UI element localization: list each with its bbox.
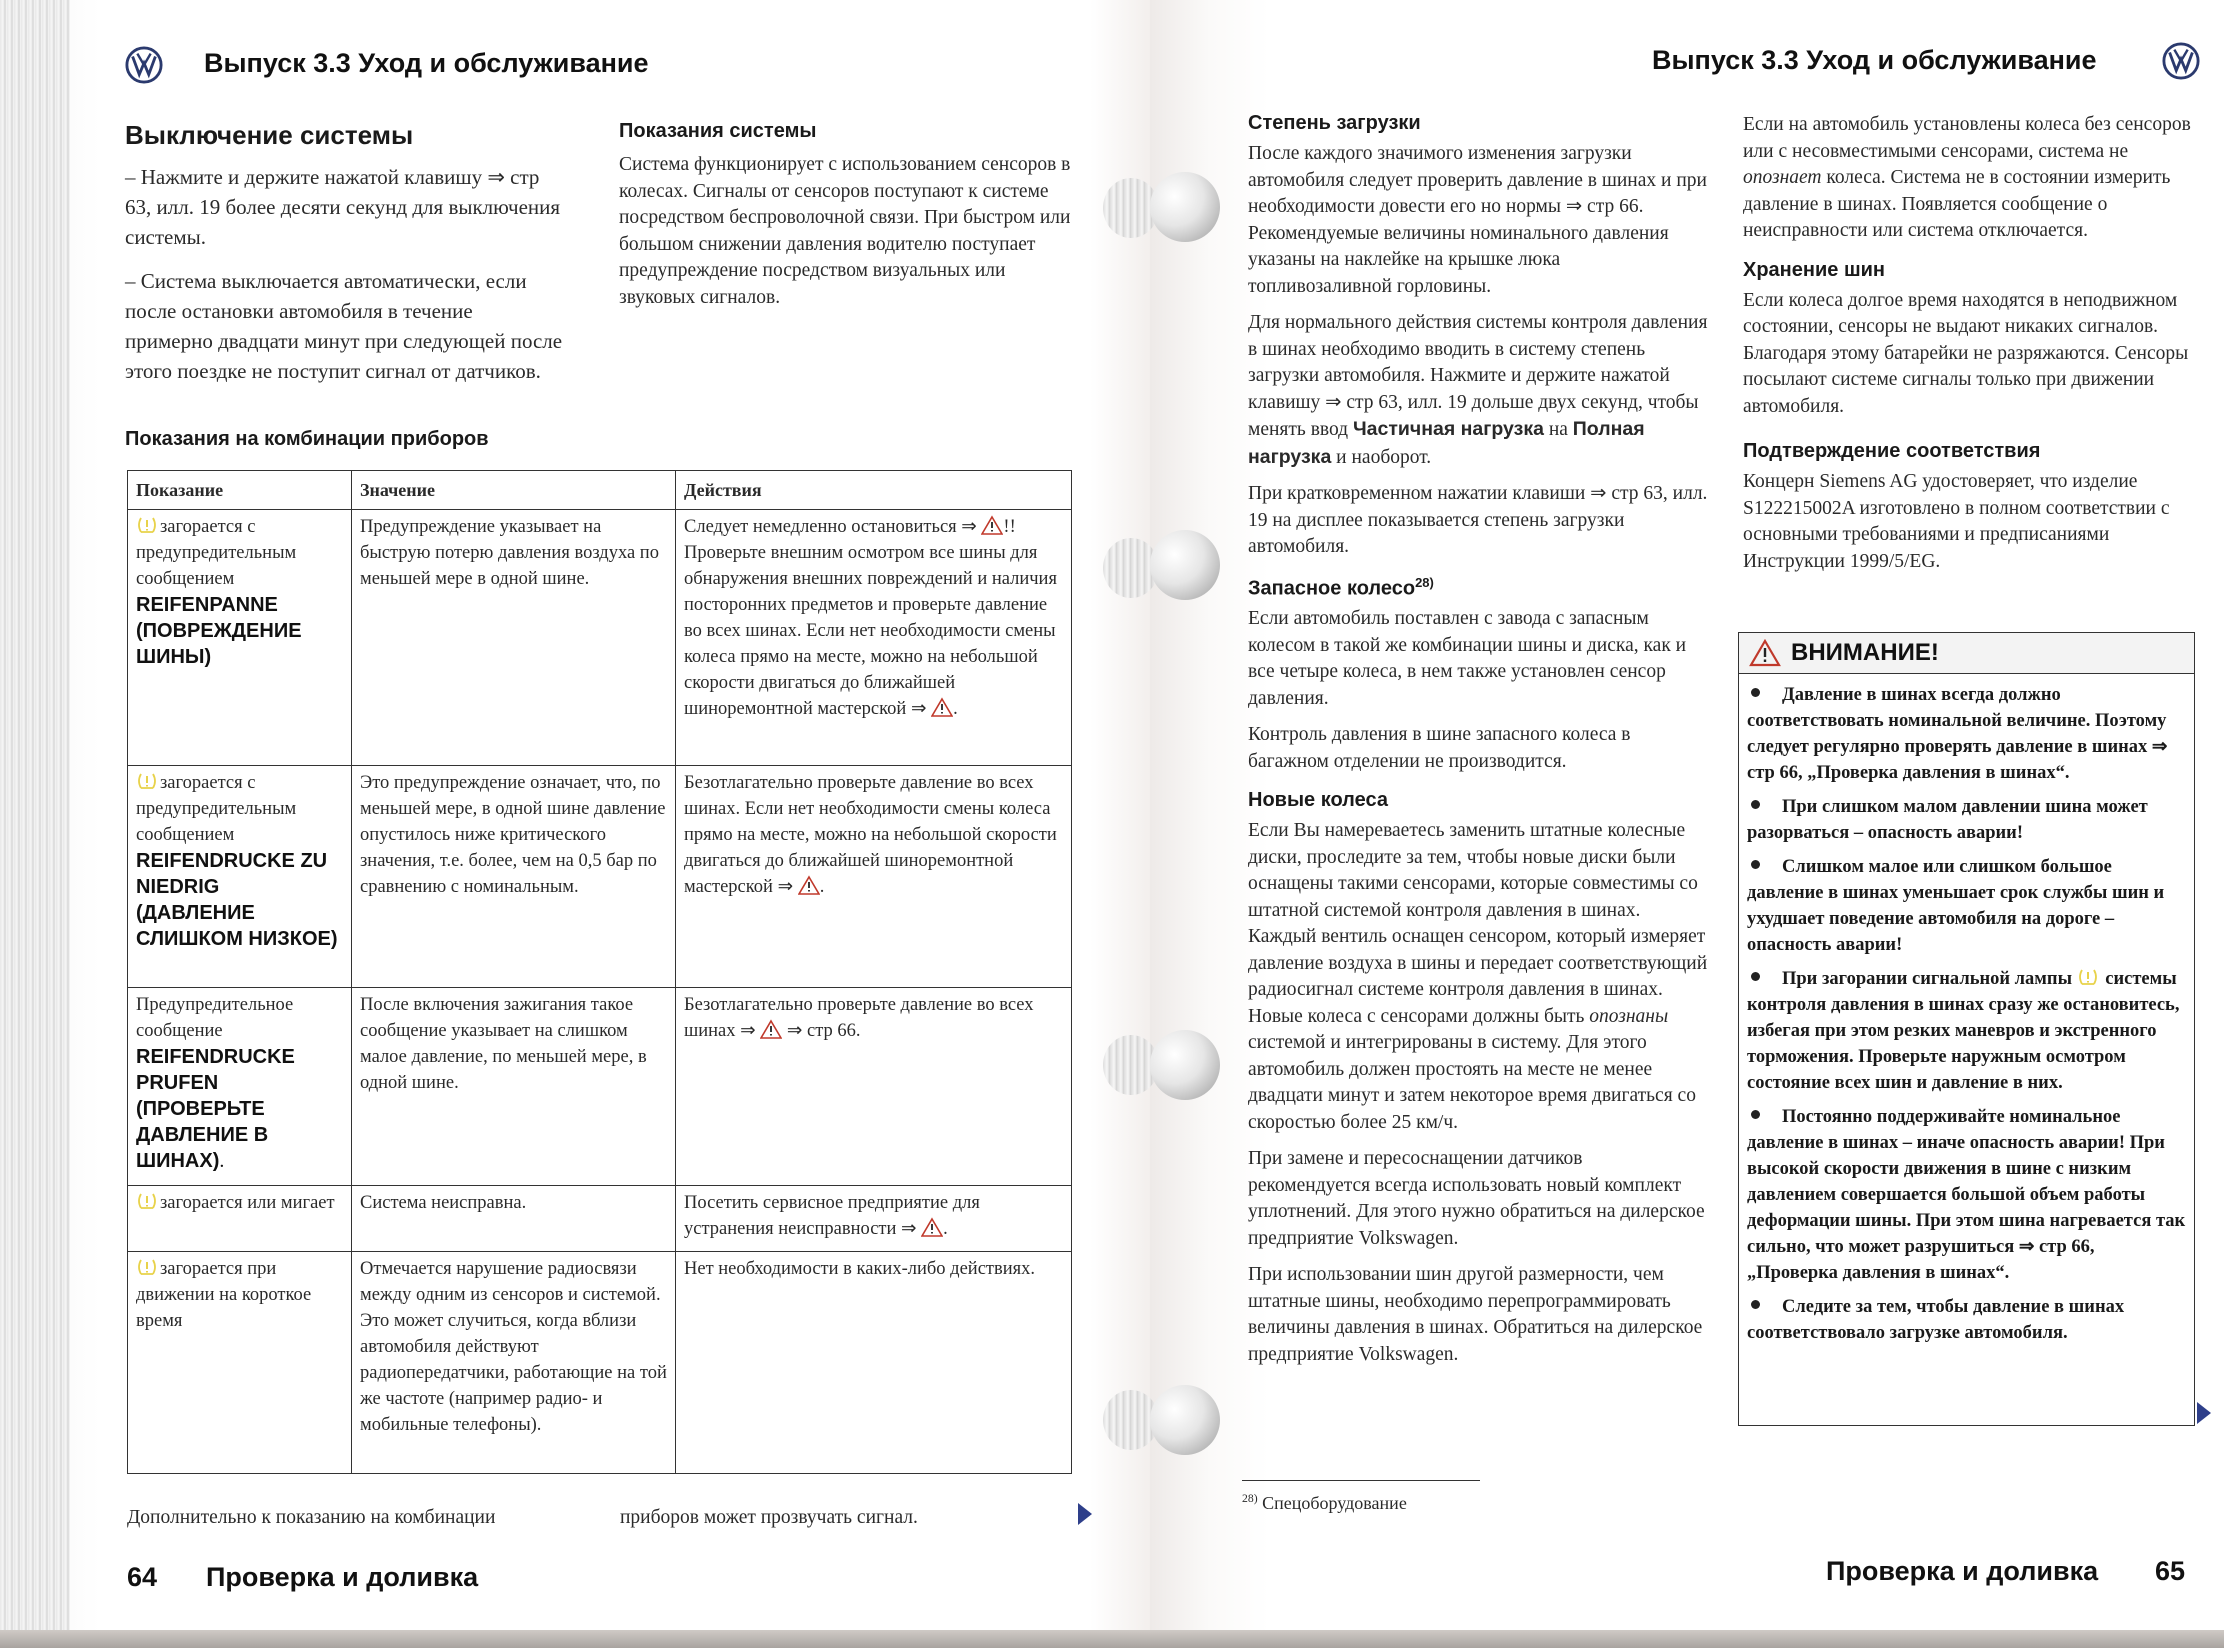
warning-item: Следите за тем, чтобы давление в шинах соответствовало загрузке автомобиля.	[1747, 1297, 2125, 1343]
action-cell: Следует немедленно остановиться ⇒ !! Проверьте внешним осмотром все шины для обнаружения внешних повреждений и наличия посторонних предметов и проверьте давление во всех шинах. Если нет необходимости смены колеса прямо на месте, можно на небольшой скорости двигаться до ближайшей шиноремонтной мастерской ⇒ .	[676, 510, 1072, 766]
warning-item: При загорании сигнальной лампы системы контроля давления в шинах сразу же остановитесь, избегая при этом резких маневров и экстренного торможения. Проверьте наружным осмотром состояние всех шин и давление в них.	[1747, 969, 2180, 1093]
warning-item: При слишком малом давлении шина может разорваться – опасность аварии!	[1747, 797, 2148, 843]
meaning-cell: Это предупреждение означает, что, по меньшей мере, в одной шине давление опустилось ниже критического значения, т.е. более, чем на 0,5 бар по сравнению с номинальным.	[352, 766, 676, 988]
conformity-text: Концерн Siemens AG удостоверяет, что изделие S122215002A изготовлено в полном соответствии с основными требованиями и предписаниями Инструкции 1999/5/EG.	[1743, 471, 2170, 572]
meaning-cell: Система неисправна.	[352, 1186, 676, 1252]
binder-ring	[1150, 1385, 1220, 1455]
column-header: Действия	[676, 471, 1072, 510]
right-page-header: Выпуск 3.3 Уход и обслуживание	[1652, 45, 2097, 75]
tire-pressure-warning-icon	[136, 515, 158, 535]
middle-column	[1248, 112, 1708, 1378]
continue-arrow-icon[interactable]	[2197, 1402, 2211, 1424]
bullet-icon	[1751, 972, 1760, 981]
spare-paragraph: Контроль давления в шине запасного колеса в багажном отделении не производится.	[1248, 724, 1631, 772]
indicator-cell: загорается или мигает	[128, 1186, 352, 1252]
left-page-header: Выпуск 3.3 Уход и обслуживание	[204, 48, 649, 78]
action-cell: Посетить сервисное предприятие для устранения неисправности ⇒ .	[676, 1186, 1072, 1252]
continue-arrow-icon[interactable]	[1078, 1503, 1092, 1525]
display-message: REIFENDRUCKE PRUFEN (ПРОВЕРЬТЕ ДАВЛЕНИЕ В ШИНАХ).	[136, 1046, 295, 1172]
footer-title-left: Проверка и доливка	[206, 1562, 479, 1592]
spare-wheel-title: Запасное колесо$^{28)}$	[1248, 574, 1434, 600]
new-wheels-paragraph: Если Вы намереваетесь заменить штатные колесные диски, проследите за тем, чтобы новые диски были оснащены такими сенсорами, которые совместимы со штатной системой контроля давления в шинах. Каждый вентиль оснащен сенсором, который измеряет давление воздуха в шины и передает соответствующий радиосигнал системе контроля давления в шинах. Новые колеса с сенсорами должны быть опознаны системой и интегрированы в систему. Для этого автомобиль должен простоять на месте не менее двадцати минут и затем некоторое время двигаться со скоростью более 25 км/ч.	[1248, 820, 1708, 1133]
page-number-right: 65	[2155, 1556, 2186, 1586]
vw-logo-icon	[125, 46, 163, 84]
right-column	[1743, 112, 2198, 575]
tire-pressure-warning-icon	[136, 1257, 158, 1277]
warning-title: ВНИМАНИЕ!	[1791, 639, 1939, 666]
warning-triangle-icon	[1749, 639, 1781, 667]
indicator-cell: загорается при движении на короткое время	[128, 1252, 352, 1474]
new-wheels-paragraph: При использовании шин другой размерности, чем штатные шины, необходимо перепрограммировать величины давления в шинах. Обратиться на дилерское предприятие Volkswagen.	[1248, 1264, 1703, 1365]
no-sensor-paragraph: Если на автомобиль установлены колеса без сенсоров или с несовместимыми сенсорами, система не опознает колеса. Система не в состоянии измерить давление в шинах. Появляется сообщение о неисправности или система отключается.	[1743, 114, 2191, 241]
warning-box	[1738, 632, 2195, 1426]
load-paragraph: После каждого значимого изменения загрузки автомобиля следует проверить давление в шинах и при необходимости довести его но нормы ⇒ стр 66. Рекомендуемые величины номинального давления указаны на наклейке на крышке люка топливозаливной горловины.	[1248, 143, 1707, 297]
warning-triangle-icon[interactable]	[921, 1217, 943, 1237]
bullet-icon	[1751, 1110, 1760, 1119]
after-table-text-left: Дополнительно к показанию на комбинации	[127, 1507, 496, 1528]
indications-table	[127, 470, 1072, 1474]
system-off-step: – Нажмите и держите нажатой клавишу ⇒ стр 63, илл. 19 более десяти секунд для выключения системы.	[125, 165, 561, 249]
footnote-ref[interactable]: 28)	[1415, 574, 1434, 590]
page-edges	[0, 0, 70, 1640]
footnote-divider	[1242, 1480, 1480, 1481]
conformity-title: Подтверждение соответствия	[1743, 440, 2041, 462]
bullet-icon	[1751, 1300, 1760, 1309]
indicator-cell: загорается с предупредительным сообщением REIFENDRUCKE ZU NIEDRIG (ДАВЛЕНИЕ СЛИШКОМ НИЗКОЕ)	[128, 766, 352, 988]
indicator-cell: Предупредительное сообщение REIFENDRUCKE PRUFEN (ПРОВЕРЬТЕ ДАВЛЕНИЕ В ШИНАХ).	[128, 988, 352, 1186]
column-header: Значение	[352, 471, 676, 510]
load-paragraph: Для нормального действия системы контроля давления в шинах необходимо вводить в систему степень загрузки автомобиля. Нажмите и держите нажатой клавишу ⇒ стр 63, илл. 19 дольше двух секунд, чтобы менять ввод Частичная нагрузка на Полная нагрузка и наоборот.	[1248, 312, 1708, 468]
warning-triangle-icon[interactable]	[931, 697, 953, 717]
vw-logo-icon	[2162, 42, 2200, 80]
system-off-steps	[125, 162, 565, 386]
meaning-cell: Предупреждение указывает на быструю потерю давления воздуха по меньшей мере в одной шине.	[352, 510, 676, 766]
warning-item: Постоянно поддерживайте номинальное давление в шинах – иначе опасность аварии! При высокой скорости движения в шине с низким давлением совершается большой объем работы деформации шины. При этом шина нагревается так сильно, что может разрушиться ⇒ стр 66, „Проверка давления в шинах“.	[1747, 1107, 2186, 1283]
system-indications-title: Показания системы	[619, 120, 817, 142]
section-title-system-off: Выключение системы	[125, 120, 414, 150]
spare-paragraph: Если автомобиль поставлен с завода с запасным колесом в такой же комбинации шины и диска, как и все четыре колеса, в нем также установлен сенсор давления.	[1248, 608, 1687, 709]
binder-ring	[1150, 172, 1220, 242]
table-row	[128, 510, 1072, 766]
warning-triangle-icon[interactable]	[981, 515, 1003, 535]
bullet-icon	[1751, 860, 1760, 869]
table-row	[128, 766, 1072, 988]
action-cell: Безотлагательно проверьте давление во всех шинах ⇒ ⇒ стр 66.	[676, 988, 1072, 1186]
indicator-cell: загорается с предупредительным сообщением REIFENPANNE (ПОВРЕЖДЕНИЕ ШИНЫ)	[128, 510, 352, 766]
action-cell: Нет необходимости в каких-либо действиях.	[676, 1252, 1072, 1474]
bullet-icon	[1751, 800, 1760, 809]
system-off-step: – Система выключается автоматически, если после остановки автомобиля в течение примерно двадцати минут при следующей после этого поездке не поступит сигнал от датчиков.	[125, 269, 563, 383]
column-header: Показание	[128, 471, 352, 510]
footnote: $^{28)}$ Спецоборудование	[1242, 1492, 1407, 1513]
display-message: REIFENDRUCKE ZU NIEDRIG (ДАВЛЕНИЕ СЛИШКОМ НИЗКОЕ)	[136, 850, 338, 950]
tire-pressure-warning-icon	[2077, 967, 2099, 987]
storage-title: Хранение шин	[1743, 258, 1885, 281]
after-table-text-right: приборов может прозвучать сигнал.	[620, 1507, 918, 1528]
tire-pressure-warning-icon	[136, 771, 158, 791]
display-message: REIFENPANNE (ПОВРЕЖДЕНИЕ ШИНЫ)	[136, 594, 302, 668]
table-row	[128, 1252, 1072, 1474]
new-wheels-title: Новые колеса	[1248, 789, 1388, 812]
table-row	[128, 1186, 1072, 1252]
meaning-cell: После включения зажигания такое сообщение указывает на слишком малое давление, по меньшей мере, в одной шине.	[352, 988, 676, 1186]
table-row	[128, 988, 1072, 1186]
warning-body	[1739, 674, 2194, 1346]
warning-header	[1739, 633, 2194, 674]
load-paragraph: При кратковременном нажатии клавиши ⇒ стр 63, илл. 19 на дисплее показывается степень загрузки автомобиля.	[1248, 483, 1708, 557]
tire-pressure-warning-icon	[136, 1191, 158, 1211]
warning-triangle-icon[interactable]	[760, 1019, 782, 1039]
warning-item: Давление в шинах всегда должно соответствовать номинальной величине. Поэтому следует регулярно проверять давление в шинах ⇒ стр 66, „Проверка давления в шинах“.	[1747, 685, 2168, 783]
storage-text: Если колеса долгое время находятся в неподвижном состоянии, сенсоры не выдают никаких сигналов. Благодаря этому батарейки не разряжаются. Сенсоры посылают системе сигналы только при движении автомобиля.	[1743, 289, 2189, 417]
warning-triangle-icon[interactable]	[798, 875, 820, 895]
page-number-left: 64	[127, 1562, 158, 1592]
table-header-row	[128, 471, 1072, 510]
load-title: Степень загрузки	[1248, 112, 1421, 134]
system-indications-text: Система функционирует с использованием сенсоров в колесах. Сигналы от сенсоров поступают к системе посредством беспроволочной связи. При быстром или большом снижении давления водителю поступает предупреждение посредством визуальных или звуковых сигналов.	[619, 154, 1071, 308]
footer-title-right: Проверка и доливка	[1826, 1556, 2099, 1586]
binder-ring	[1150, 530, 1220, 600]
warning-item: Слишком малое или слишком большое давление в шинах уменьшает срок службы шин и ухудшает поведение автомобиля на дороге – опасность аварии!	[1747, 857, 2165, 955]
new-wheels-paragraph: При замене и пересоснащении датчиков рекомендуется всегда использовать новый комплект уплотнений. Для этого нужно обратиться на дилерское предприятие Volkswagen.	[1248, 1148, 1705, 1249]
binder-ring	[1150, 1030, 1220, 1100]
action-cell: Безотлагательно проверьте давление во всех шинах. Если нет необходимости смены колеса прямо на месте, можно на небольшой скорости двигаться до ближайшей шиноремонтной мастерской ⇒ .	[676, 766, 1072, 988]
page-bottom-shadow	[0, 1630, 2224, 1648]
bullet-icon	[1751, 688, 1760, 697]
table-title: Показания на комбинации приборов	[125, 428, 489, 450]
meaning-cell: Отмечается нарушение радиосвязи между одним из сенсоров и системой. Это может случиться, когда вблизи автомобиля действуют радиопередатчики, работающие на той же частоте (например радио- и мобильные телефоны).	[352, 1252, 676, 1474]
